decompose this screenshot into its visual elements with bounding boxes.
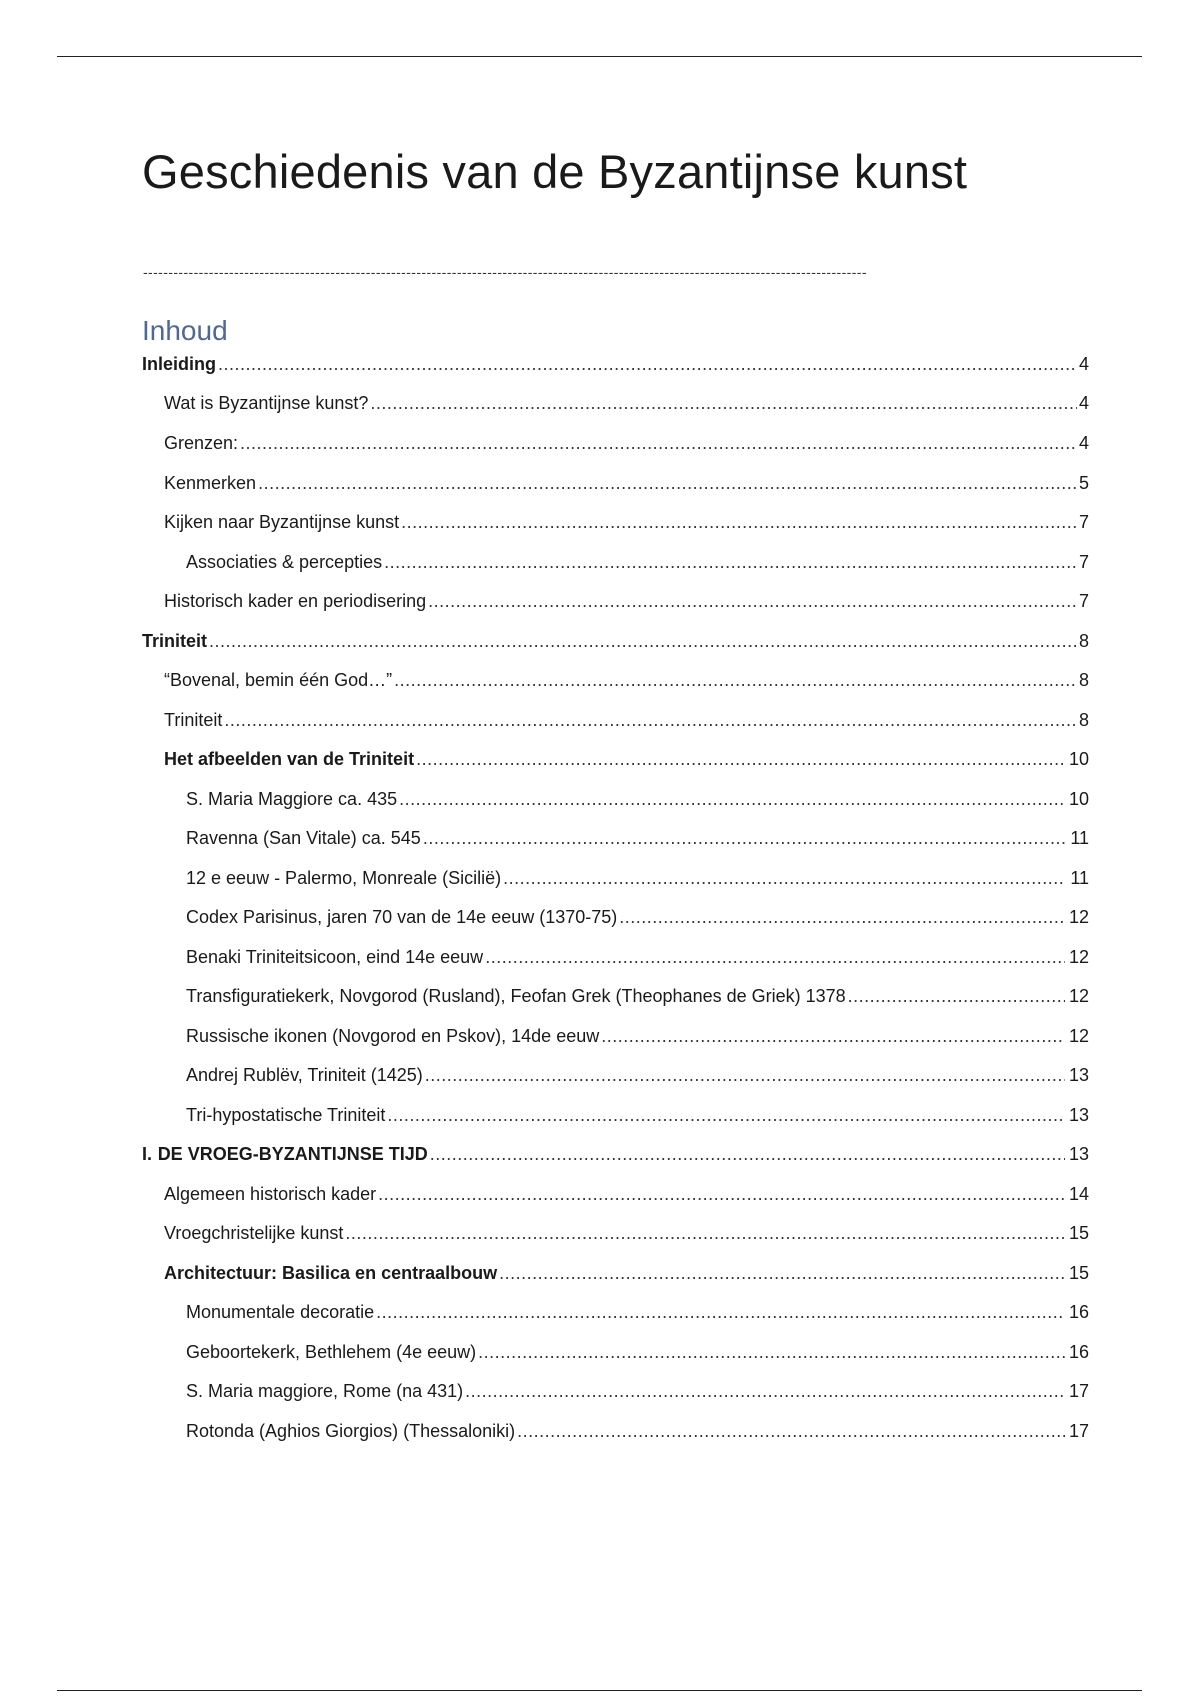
dot-leader <box>517 1416 1065 1446</box>
toc-entry-page: 10 <box>1068 789 1089 809</box>
toc-entry-algemeen-historisch-kader[interactable] <box>164 1179 1089 1209</box>
toc-entry-title: Ravenna (San Vitale) ca. 545 <box>186 828 421 848</box>
toc-entry-page: 7 <box>1078 512 1089 532</box>
toc-entry-triniteit[interactable] <box>164 705 1089 735</box>
toc-entry-vroegchristelijke-kunst[interactable] <box>164 1218 1089 1248</box>
toc-entry-page: 16 <box>1068 1342 1089 1362</box>
toc-entry-title: Kenmerken <box>164 473 257 493</box>
toc-entry-page: 17 <box>1068 1381 1089 1401</box>
dot-leader <box>224 705 1077 735</box>
toc-entry-title: Triniteit <box>142 631 208 651</box>
toc-entry-title: Het afbeelden van de Triniteit <box>164 749 415 769</box>
toc-entry-title: Vroegchristelijke kunst <box>164 1223 344 1243</box>
dot-leader <box>485 942 1065 972</box>
toc-entry-het-afbeelden-van-de-triniteit[interactable] <box>164 744 1089 774</box>
dot-leader <box>465 1376 1065 1406</box>
dot-leader <box>619 902 1065 932</box>
toc-entry-title: Wat is Byzantijnse kunst? <box>164 393 369 413</box>
toc-entry-title: “Bovenal, bemin één God…” <box>164 670 393 690</box>
toc-entry-triniteit-chapter[interactable] <box>142 626 1089 656</box>
toc-entry-page: 14 <box>1068 1184 1089 1204</box>
toc-entry-page: 17 <box>1068 1421 1089 1441</box>
dot-leader <box>378 1179 1065 1209</box>
dot-leader <box>258 468 1077 498</box>
toc-entry-page: 16 <box>1068 1302 1089 1322</box>
toc-entry-title: Monumentale decoratie <box>186 1302 375 1322</box>
dot-leader <box>399 784 1065 814</box>
toc-entry-page: 12 <box>1068 986 1089 1006</box>
dot-leader <box>425 1060 1065 1090</box>
toc-entry-monumentale-decoratie[interactable] <box>186 1297 1089 1327</box>
dot-leader <box>387 1100 1065 1130</box>
toc-entry-title: Codex Parisinus, jaren 70 van de 14e eeuw (1370-75) <box>186 907 618 927</box>
dot-leader <box>423 823 1065 853</box>
toc-entry-page: 5 <box>1078 473 1089 493</box>
dot-leader <box>601 1021 1065 1051</box>
toc-entry-page: 15 <box>1068 1223 1089 1243</box>
toc-entry-title: Architectuur: Basilica en centraalbouw <box>164 1263 498 1283</box>
header-rule <box>57 56 1142 57</box>
dot-leader <box>209 626 1077 656</box>
toc-entry-title: Triniteit <box>164 710 223 730</box>
dot-leader <box>345 1218 1065 1248</box>
toc-entry-title: Geboortekerk, Bethlehem (4e eeuw) <box>186 1342 477 1362</box>
toc-entry-title: Russische ikonen (Novgorod en Pskov), 14de eeuw <box>186 1026 600 1046</box>
toc-entry-title: Rotonda (Aghios Giorgios) (Thessaloniki) <box>186 1421 516 1441</box>
toc-entry-title: S. Maria maggiore, Rome (na 431) <box>186 1381 464 1401</box>
toc-entry-kijken-naar-byzantijnse-kunst[interactable] <box>164 507 1089 537</box>
footer-rule <box>57 1690 1142 1691</box>
toc-entry-title: DE VROEG-BYZANTIJNSE TIJD <box>157 1144 428 1164</box>
toc-heading: Inhoud <box>142 315 228 346</box>
toc-entry-page: 12 <box>1068 947 1089 967</box>
toc-entry-page: 4 <box>1078 393 1089 413</box>
toc-entry-title: Kijken naar Byzantijnse kunst <box>164 512 400 532</box>
dot-leader <box>401 507 1077 537</box>
toc-entry-bovenal-bemin-een-god[interactable] <box>164 665 1089 695</box>
dot-leader <box>428 586 1077 616</box>
toc-entry-kenmerken[interactable] <box>164 468 1089 498</box>
toc-entry-title: Historisch kader en periodisering <box>164 591 427 611</box>
toc-entry-title: 12 e eeuw - Palermo, Monreale (Sicilië) <box>186 868 502 888</box>
toc-entry-page: 8 <box>1078 631 1089 651</box>
toc-entry-russische-ikonen[interactable] <box>186 1021 1089 1051</box>
toc-entry-page: 11 <box>1070 868 1089 888</box>
toc-entry-title: Tri-hypostatische Triniteit <box>186 1105 386 1125</box>
dot-leader <box>503 863 1065 893</box>
toc-entry-page: 8 <box>1078 710 1089 730</box>
toc-entry-page: 8 <box>1078 670 1089 690</box>
toc-entry-title: Inleiding <box>142 354 216 374</box>
separator-line: ----------------------------------------------------------------------------------------------------------------------------------------------- <box>143 264 867 280</box>
toc-entry-title: Transfiguratiekerk, Novgorod (Rusland), Feofan Grek (Theophanes de Griek) 1378 <box>186 986 846 1006</box>
dot-leader <box>218 349 1077 379</box>
toc-entry-page: 15 <box>1068 1263 1089 1283</box>
toc-entry-title: Grenzen: <box>164 433 239 453</box>
dot-leader <box>416 744 1065 774</box>
toc-entry-title: Benaki Triniteitsicoon, eind 14e eeuw <box>186 947 484 967</box>
toc-entry-architectuur-basilica[interactable] <box>164 1258 1089 1288</box>
dot-leader <box>394 665 1077 695</box>
toc-entry-wat-is-byzantijnse-kunst[interactable] <box>164 388 1089 418</box>
toc-entry-title: Associaties & percepties <box>186 552 383 572</box>
toc-entry-associaties-percepties[interactable] <box>186 547 1089 577</box>
toc-entry-page: 11 <box>1070 828 1089 848</box>
toc-entry-page: 4 <box>1078 433 1089 453</box>
toc-entry-page: 13 <box>1068 1065 1089 1085</box>
dot-leader <box>384 547 1077 577</box>
toc-entry-andrej-rublev[interactable] <box>186 1060 1089 1090</box>
toc-entry-page: 7 <box>1078 552 1089 572</box>
toc-entry-s-maria-maggiore-rome[interactable] <box>186 1376 1089 1406</box>
toc-entry-number: I. <box>142 1144 153 1164</box>
dot-leader <box>430 1139 1065 1169</box>
dot-leader <box>376 1297 1065 1327</box>
toc-entry-grenzen[interactable] <box>164 428 1089 458</box>
toc-entry-title: S. Maria Maggiore ca. 435 <box>186 789 398 809</box>
toc-entry-page: 13 <box>1068 1144 1089 1164</box>
dot-leader <box>240 428 1077 458</box>
toc-entry-title: Algemeen historisch kader <box>164 1184 377 1204</box>
toc-entry-title: Andrej Rublëv, Triniteit (1425) <box>186 1065 423 1085</box>
dot-leader <box>499 1258 1065 1288</box>
toc-entry-ravenna-san-vitale[interactable] <box>186 823 1089 853</box>
toc-entry-tri-hypostatische-triniteit[interactable] <box>186 1100 1089 1130</box>
toc-entry-inleiding[interactable] <box>142 349 1089 379</box>
toc-entry-palermo-monreale[interactable] <box>186 863 1089 893</box>
toc-entry-page: 12 <box>1068 907 1089 927</box>
document-title: Geschiedenis van de Byzantijnse kunst <box>142 145 968 198</box>
toc-entry-s-maria-maggiore-435[interactable] <box>186 784 1089 814</box>
toc-entry-page: 12 <box>1068 1026 1089 1046</box>
toc-entry-geboortekerk-bethlehem[interactable] <box>186 1337 1089 1367</box>
toc-entry-page: 4 <box>1078 354 1089 374</box>
toc-entry-rotonda-thessaloniki[interactable] <box>186 1416 1089 1446</box>
toc-entry-page: 10 <box>1068 749 1089 769</box>
toc-entry-page: 13 <box>1068 1105 1089 1125</box>
dot-leader <box>848 981 1065 1011</box>
toc-entry-benaki-triniteitsicoon[interactable] <box>186 942 1089 972</box>
toc-entry-page: 7 <box>1078 591 1089 611</box>
toc-entry-historisch-kader[interactable] <box>164 586 1089 616</box>
toc-entry-transfiguratiekerk-novgorod[interactable] <box>186 981 1089 1011</box>
toc-entry-vroeg-byzantijnse-tijd[interactable] <box>142 1139 1089 1169</box>
dot-leader <box>370 388 1077 418</box>
toc-entry-codex-parisinus[interactable] <box>186 902 1089 932</box>
dot-leader <box>478 1337 1065 1367</box>
